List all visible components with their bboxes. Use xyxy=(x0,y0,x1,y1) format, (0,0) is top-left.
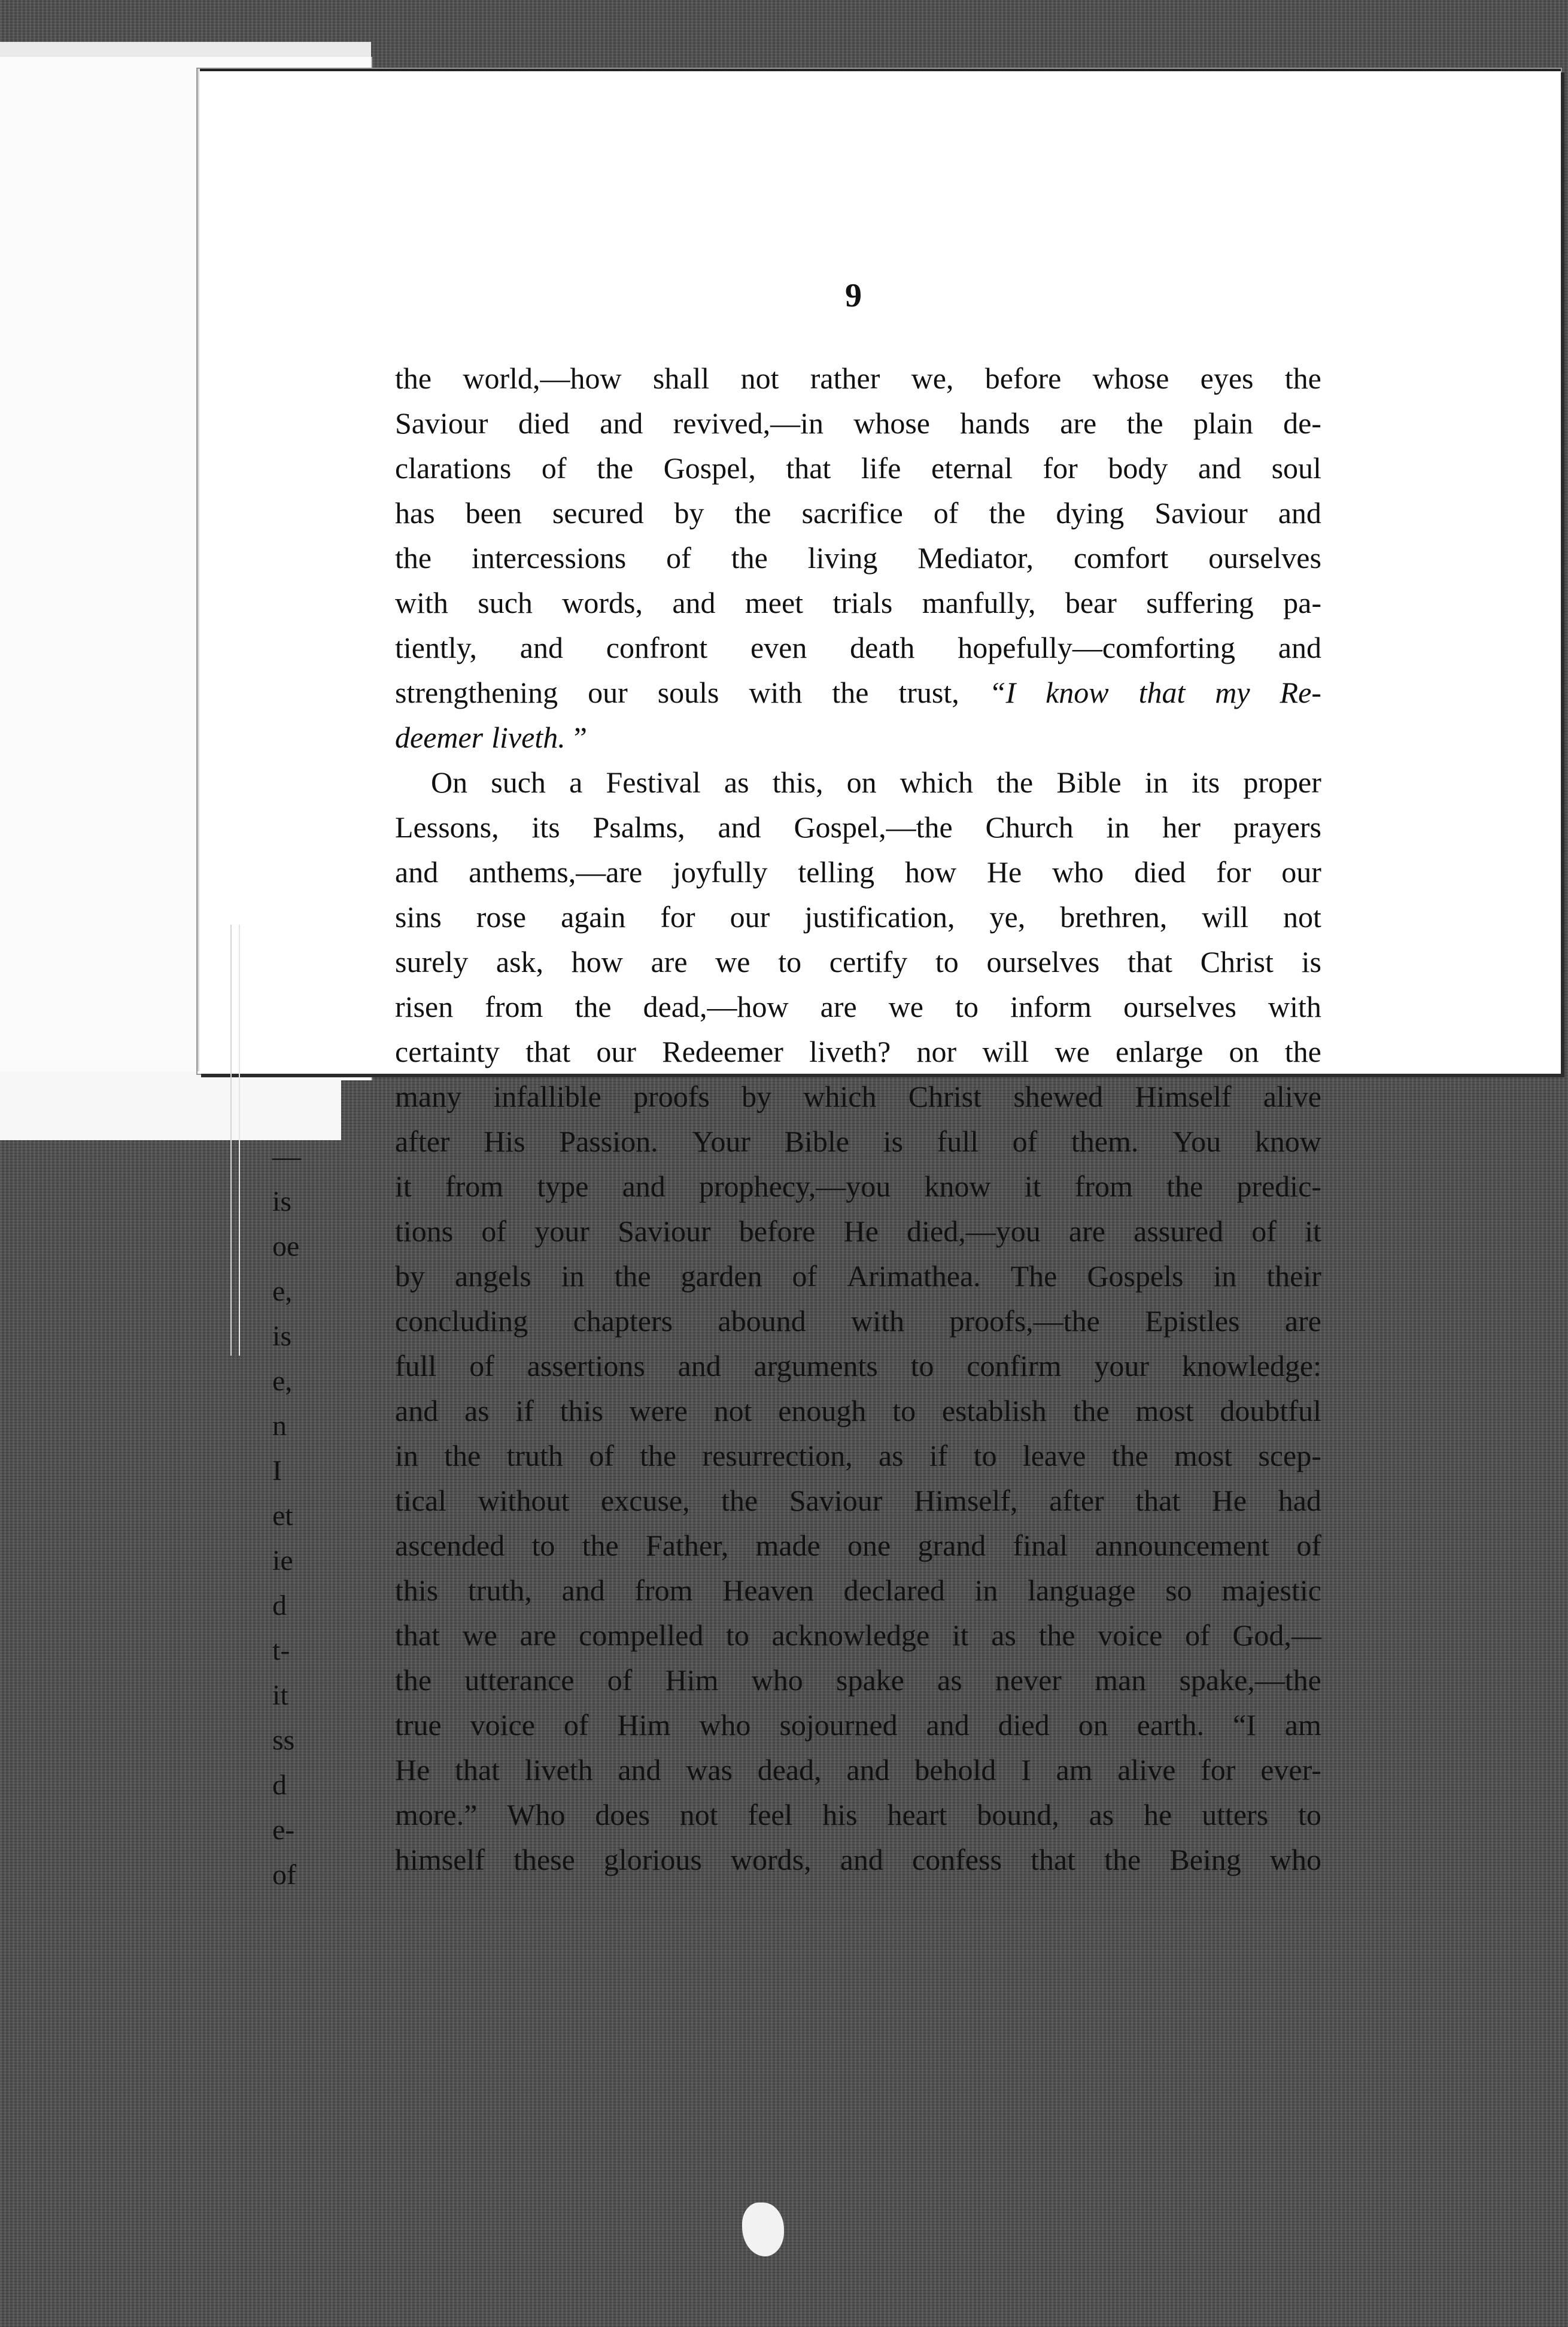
text-line: clarations of the Gospel, that life eternal for body and soul xyxy=(395,451,1321,485)
left-page-fragment: t- xyxy=(272,1635,290,1666)
left-page-fragment: ss xyxy=(272,1724,295,1756)
text-line: by angels in the garden of Arimathea. The Gospels in their xyxy=(395,1259,1321,1293)
text-line: the utterance of Him who spake as never man spake,—the xyxy=(395,1663,1321,1697)
text-line: Saviour died and revived,—in whose hands are the plain de- xyxy=(395,406,1321,440)
page-number: 9 xyxy=(845,277,862,314)
text-line: tions of your Saviour before He died,—you are assured of it xyxy=(395,1214,1321,1248)
page-body-text xyxy=(395,356,1321,1882)
text-line: He that liveth and was dead, and behold I am alive for ever- xyxy=(395,1753,1321,1787)
left-page-fragment: e, xyxy=(272,1275,293,1307)
text-line: surely ask, how are we to certify to ourselves that Christ is xyxy=(395,945,1321,979)
text-line: many infallible proofs by which Christ shewed Himself alive xyxy=(395,1080,1321,1113)
text-line: more.” Who does not feel his heart bound, as he utters to xyxy=(395,1798,1321,1831)
text-line: full of assertions and arguments to confirm your knowledge: xyxy=(395,1349,1321,1383)
left-page-fragment: I xyxy=(272,1455,282,1487)
text-line: in the truth of the resurrection, as if to leave the most scep- xyxy=(395,1439,1321,1472)
text-line: it from type and prophecy,—you know it from the predic- xyxy=(395,1169,1321,1203)
text-line: strengthening our souls with the trust, “I know that my Re- xyxy=(395,676,1321,709)
left-page-bottom xyxy=(0,1071,341,1140)
left-page-fragment: e- xyxy=(272,1814,295,1846)
text-line: risen from the dead,—how are we to inform ourselves with xyxy=(395,990,1321,1023)
text-line: deemer liveth. ” xyxy=(395,721,587,754)
text-line: and anthems,—are joyfully telling how He who died for our xyxy=(395,855,1321,889)
text-line: with such words, and meet trials manfully, bear suffering pa- xyxy=(395,586,1321,619)
text-line: On such a Festival as this, on which the Bible in its proper xyxy=(431,765,1321,799)
left-page-fragment: ie xyxy=(272,1545,293,1576)
page-crease xyxy=(230,925,240,1356)
left-page-fragment: et xyxy=(272,1500,293,1532)
text-line: has been secured by the sacrifice of the dying Saviour and xyxy=(395,496,1321,530)
text-line: true voice of Him who sojourned and died on earth. “I am xyxy=(395,1708,1321,1742)
text-line: concluding chapters abound with proofs,—the Epistles are xyxy=(395,1304,1321,1338)
left-page-fragment: n xyxy=(272,1410,287,1442)
left-page-fragment: oe xyxy=(272,1231,300,1262)
text-line: sins rose again for our justification, ye, brethren, will not xyxy=(395,900,1321,934)
text-line: himself these glorious words, and confess that the Being who xyxy=(395,1843,1321,1876)
text-line: that we are compelled to acknowledge it as the voice of God,— xyxy=(395,1618,1321,1652)
page-fold xyxy=(197,69,200,1071)
left-page-fragment: of xyxy=(272,1859,296,1891)
text-line: Lessons, its Psalms, and Gospel,—the Church in her prayers xyxy=(395,810,1321,844)
left-page-fragment: d xyxy=(272,1769,287,1801)
left-page-fragment: — xyxy=(272,1141,301,1172)
left-page-fragment: it xyxy=(272,1679,288,1711)
left-page-fragment: is xyxy=(272,1320,292,1352)
left-page-fragment: e, xyxy=(272,1365,293,1397)
text-line: certainty that our Redeemer liveth? nor will we enlarge on the xyxy=(395,1035,1321,1068)
text-line: after His Passion. Your Bible is full of them. You know xyxy=(395,1125,1321,1158)
text-line: and as if this were not enough to establish the most doubtful xyxy=(395,1394,1321,1427)
text-line: the intercessions of the living Mediator, comfort ourselves xyxy=(395,541,1321,575)
text-line: tiently, and confront even death hopefully—comforting and xyxy=(395,631,1321,664)
text-line: this truth, and from Heaven declared in language so majestic xyxy=(395,1573,1321,1607)
left-page-fragment: d xyxy=(272,1590,287,1621)
left-page-fragment: is xyxy=(272,1186,292,1217)
text-line: tical without excuse, the Saviour Himself, after that He had xyxy=(395,1484,1321,1517)
text-line: ascended to the Father, made one grand final announcement of xyxy=(395,1529,1321,1562)
text-line: the world,—how shall not rather we, before whose eyes the xyxy=(395,361,1321,395)
